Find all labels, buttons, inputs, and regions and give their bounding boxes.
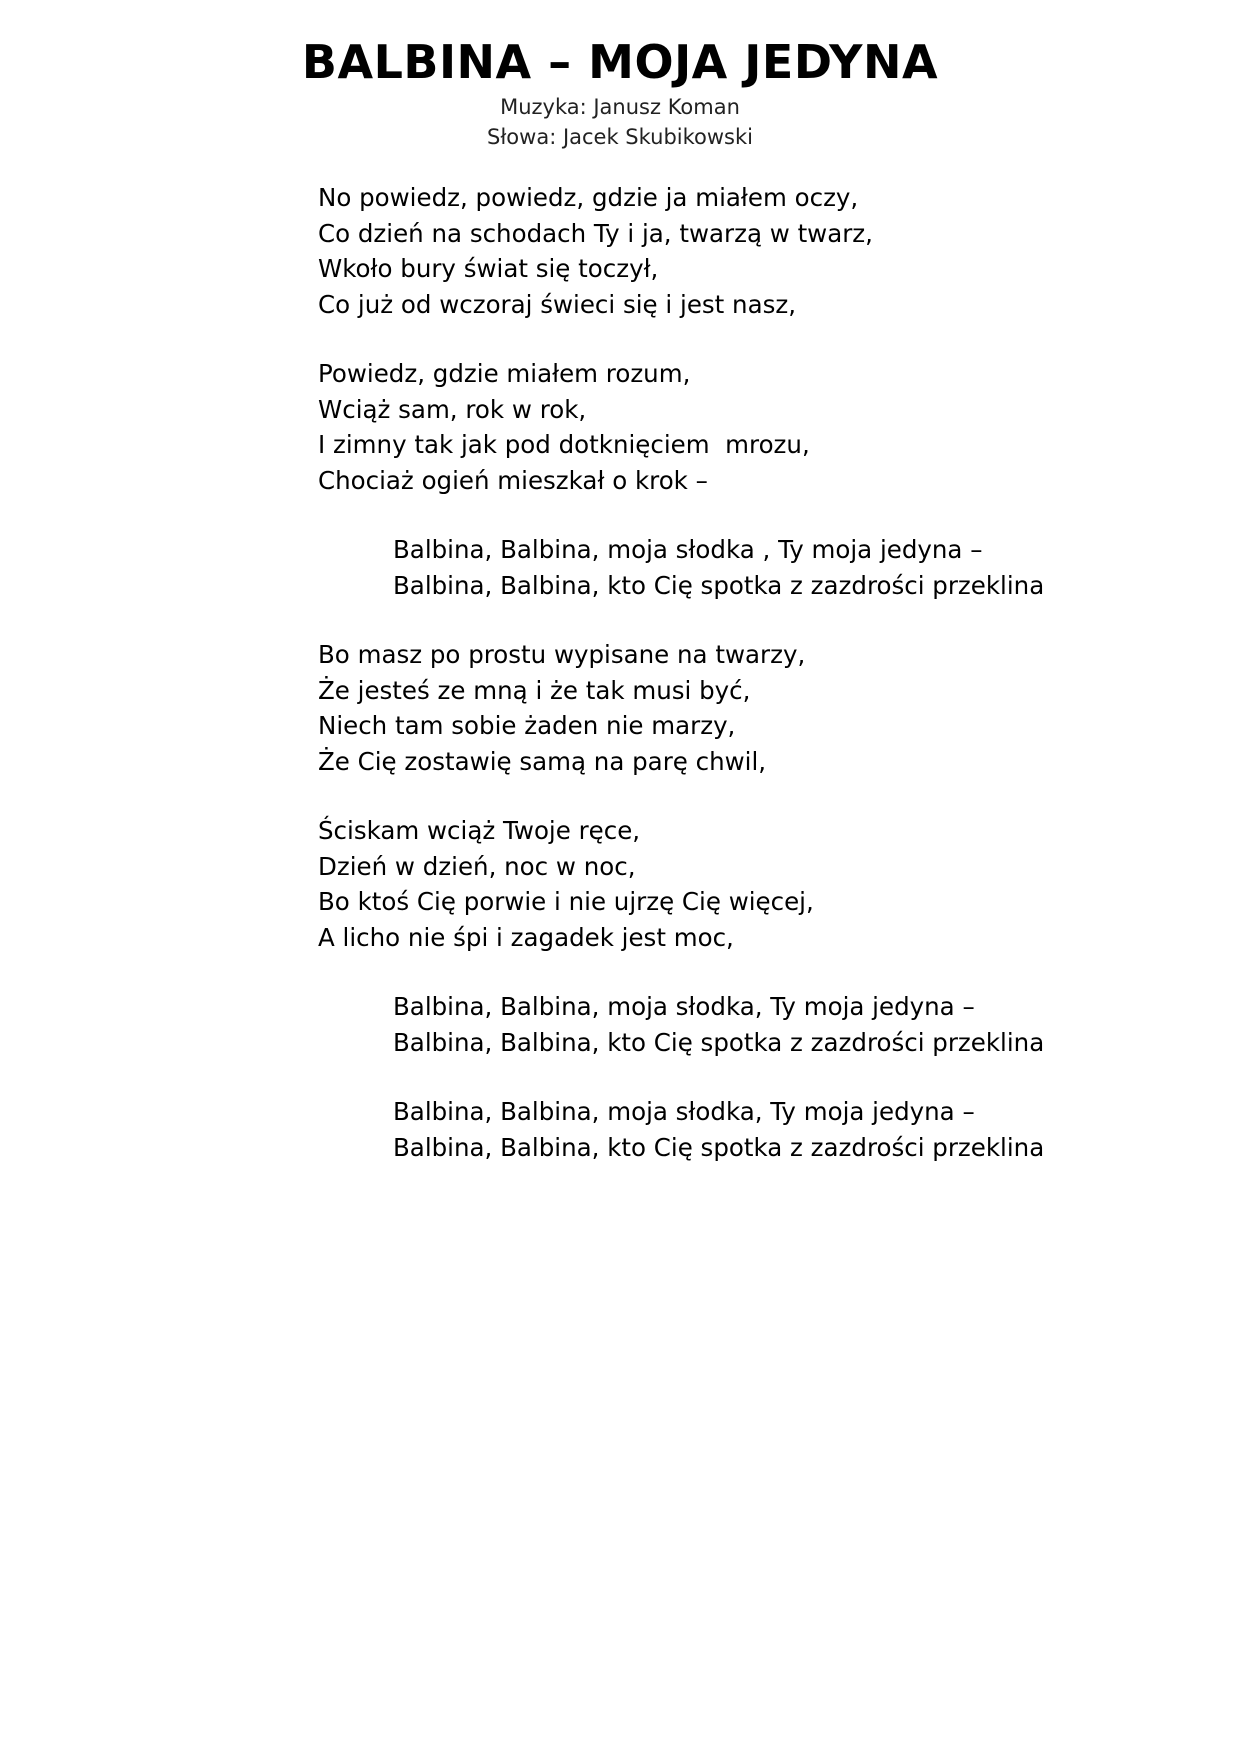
lyric-line: Balbina, Balbina, moja słodka , Ty moja jedyna – — [393, 535, 983, 564]
lyric-line: Że jesteś ze mną i że tak musi być, — [318, 675, 751, 705]
lyrics-body — [318, 180, 1218, 1199]
lyric-line: Balbina, Balbina, kto Cię spotka z zazdrości przeklina — [393, 570, 1045, 600]
lyric-line: Bo ktoś Cię porwie i nie ujrzę Cię więcej, — [318, 887, 814, 916]
lyrics-credit: Słowa: Jacek Skubikowski — [487, 125, 753, 149]
lyric-line: Co dzień na schodach Ty i ja, twarzą w twarz, — [318, 218, 873, 248]
lyric-line: Balbina, Balbina, kto Cię spotka z zazdrości przeklina — [393, 1132, 1045, 1162]
lyric-line: Wciąż sam, rok w rok, — [318, 394, 587, 424]
stanza-chorus-2 — [318, 989, 1218, 1060]
lyric-line: A licho nie śpi i zagadek jest moc, — [318, 922, 734, 952]
lyric-line: Niech tam sobie żaden nie marzy, — [318, 711, 736, 740]
song-credits — [0, 92, 1240, 152]
song-title: BALBINA – MOJA JEDYNA — [301, 35, 939, 89]
lyric-line: Bo masz po prostu wypisane na twarzy, — [318, 640, 806, 669]
lyric-line: Balbina, Balbina, moja słodka, Ty moja jedyna – — [393, 1097, 975, 1126]
lyric-line: Chociaż ogień mieszkał o krok – — [318, 465, 708, 495]
stanza-verse-1 — [318, 180, 1218, 322]
stanza-verse-2 — [318, 356, 1218, 498]
lyric-line: Powiedz, gdzie miałem rozum, — [318, 359, 691, 388]
stanza-verse-3 — [318, 637, 1218, 779]
lyric-line: Ściskam wciąż Twoje ręce, — [318, 816, 641, 845]
lyric-line: No powiedz, powiedz, gdzie ja miałem oczy, — [318, 183, 859, 212]
lyric-line: Balbina, Balbina, kto Cię spotka z zazdrości przeklina — [393, 1027, 1045, 1057]
music-credit: Muzyka: Janusz Koman — [500, 95, 740, 119]
stanza-chorus-1 — [318, 532, 1218, 603]
stanza-chorus-3 — [318, 1094, 1218, 1165]
lyric-line: Balbina, Balbina, moja słodka, Ty moja jedyna – — [393, 992, 975, 1021]
lyric-line: Co już od wczoraj świeci się i jest nasz, — [318, 289, 797, 319]
lyric-line: Wkoło bury świat się toczył, — [318, 254, 659, 283]
stanza-verse-4 — [318, 813, 1218, 955]
lyric-line: Że Cię zostawię samą na parę chwil, — [318, 746, 767, 776]
lyric-line: I zimny tak jak pod dotknięciem mrozu, — [318, 430, 810, 459]
lyric-line: Dzień w dzień, noc w noc, — [318, 851, 636, 881]
